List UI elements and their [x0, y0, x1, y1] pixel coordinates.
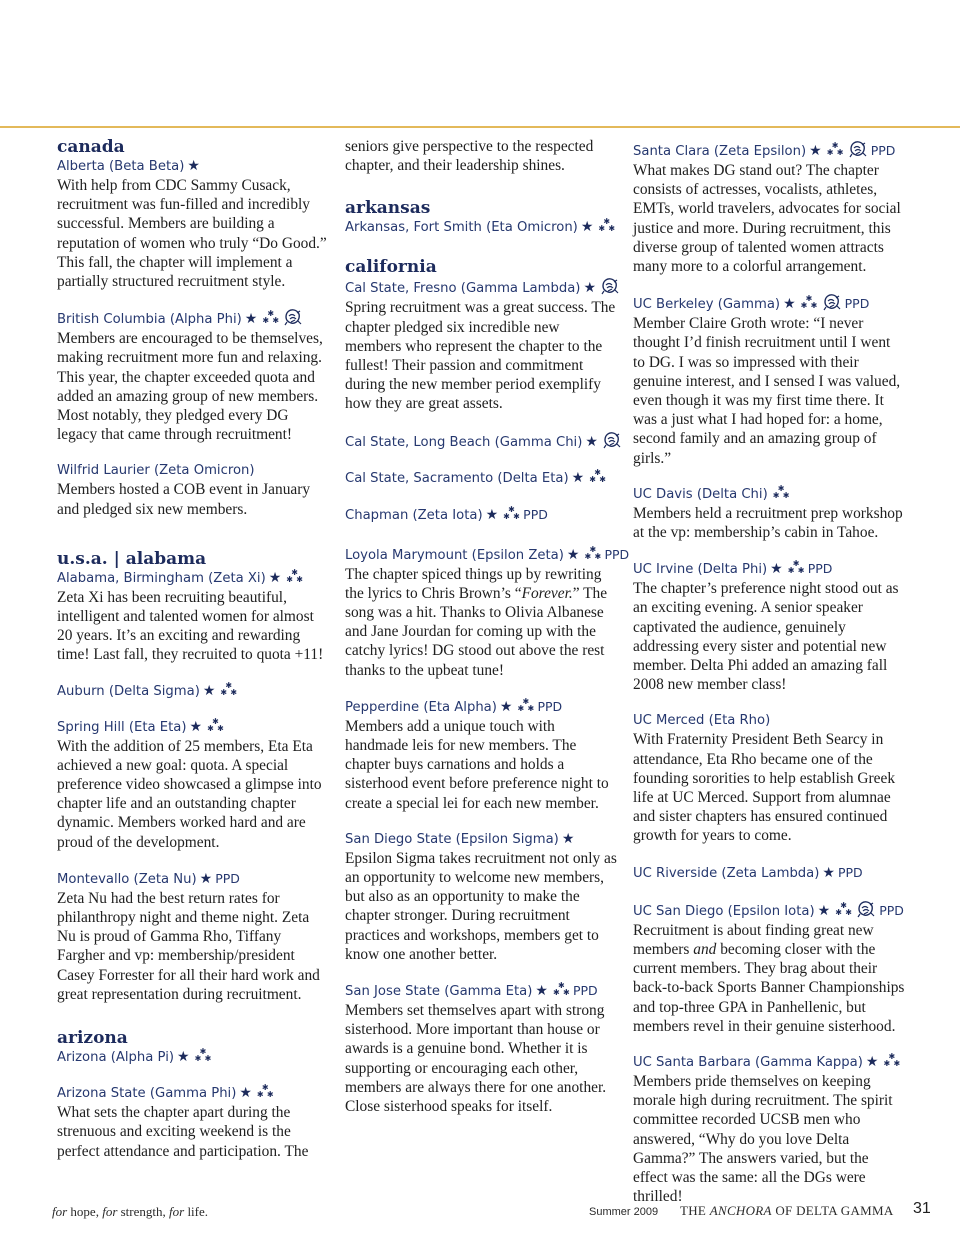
star-icon: ★	[561, 830, 575, 847]
star-icon: ★	[535, 983, 548, 1000]
chapter-arizona-state	[57, 1084, 329, 1103]
chapter-text: What makes DG stand out? The chapter consists of actresses, vocalists, athletes, EMTs, world travelers, advocates for social justice and more. During recruitment, this diverse group of talented women attracts many more to a colorful arrangement.	[633, 162, 901, 276]
chapter-san-jose-state	[345, 981, 617, 1001]
three-stars-icon: ✱ ✱ ✱	[835, 900, 852, 917]
chapter-name: Spring Hill (Eta Eta)	[57, 719, 187, 735]
three-stars-icon: ✱ ✱ ✱	[194, 1047, 212, 1064]
chapter-uc-berkeley	[633, 293, 905, 314]
ppd-badge: PPD	[879, 902, 904, 918]
chapter-text: Epsilon Sigma takes recruitment not only as an opportunity to welcome new members, but also as an opportunity to make the chapter stronger. During recruitment practices and workshops, members get to know one another better.	[345, 849, 617, 963]
three-stars-icon: ✱ ✱ ✱	[589, 467, 606, 484]
three-stars-icon: ✱ ✱ ✱	[503, 504, 520, 521]
three-stars-icon: ✱ ✱ ✱	[584, 544, 602, 561]
state-heading-canada: canada	[57, 137, 125, 157]
chapter-name: UC Irvine (Delta Phi)	[633, 562, 768, 578]
chapter-uc-riverside	[633, 863, 905, 883]
star-icon: ★	[770, 561, 783, 578]
chapter-name: Arizona State (Gamma Phi)	[57, 1086, 237, 1102]
chapter-loyola-marymount	[345, 544, 630, 565]
three-stars-icon: ✱ ✱ ✱	[286, 567, 303, 584]
star-icon: ★	[485, 506, 499, 523]
star-icon: ★	[177, 1049, 190, 1066]
three-stars-icon: ✱ ✱ ✱	[772, 483, 790, 500]
star-icon: ★	[865, 1053, 879, 1070]
chapter-text: Zeta Xi has been recruiting beautiful, intelligent and talented women for almost 20 years. It’s an exciting and rewarding time! Last fall, they recruited to quota +11!	[57, 588, 324, 664]
three-stars-icon: ✱ ✱ ✱	[256, 1083, 274, 1100]
star-icon: ★	[268, 569, 282, 586]
chapter-auburn	[57, 682, 329, 701]
chapter-arkansas-fort-smith	[345, 218, 617, 237]
chapter-name: British Columbia (Alpha Phi)	[57, 312, 242, 328]
chapter-text: Members are encouraged to be themselves, making recruitment more fun and relaxing. This year, the chapter exceeded quota and added an amazing group of new members. Most notably, they pledged every DG legacy that came through recruitment!	[57, 330, 323, 444]
ppd-badge: PPD	[537, 698, 563, 714]
chapter-name: UC Santa Barbara (Gamma Kappa)	[633, 1054, 863, 1070]
column-1	[57, 137, 329, 1161]
chapter-text: Members add a unique touch with handmade leis for new members. The chapter buys carnations and holds a sisterhood event before preference night to create a special lei for each new member.	[345, 717, 609, 812]
chapter-text: Spring recruitment was a great success. The chapter pledged six incredible new members who represent the chapter to the fullest! Their passion and commitment during the new member period exemplify how they are great assets.	[345, 299, 616, 413]
star-icon: ★	[583, 280, 597, 297]
chapter-name: Loyola Marymount (Epsilon Zeta)	[345, 547, 564, 563]
three-stars-icon: ✱ ✱ ✱	[883, 1051, 901, 1068]
ppd-badge: PPD	[604, 546, 630, 562]
chapter-alabama-birmingham	[57, 569, 329, 588]
chapter-santa-clara	[633, 140, 905, 161]
footer-issue: Summer 2009	[589, 1206, 659, 1218]
ppd-badge: PPD	[844, 296, 870, 312]
footer-motto: for hope, for strength, for life.	[52, 1204, 209, 1219]
chapter-name: Chapman (Zeta Iota)	[345, 507, 483, 523]
continued-text: seniors give perspective to the respected chapter, and their leadership shines.	[345, 138, 594, 175]
chapter-name: Cal State, Sacramento (Delta Eta)	[345, 470, 569, 486]
hands-icon	[602, 431, 622, 449]
star-icon: ★	[244, 311, 258, 328]
chapter-text: What sets the chapter apart during the strenuous and exciting weekend is the perfect attendance and participation. The	[57, 1104, 309, 1160]
column-3	[633, 137, 905, 1206]
three-stars-icon: ✱ ✱ ✱	[800, 294, 818, 311]
chapter-text: Zeta Nu had the best return rates for philanthropy night and theme night. Zeta Nu is proud of Gamma Rho, Tiffany Fargher and vp: membership/president Casey Forrester for all their hard work and great representation during recruitment.	[57, 889, 320, 1003]
star-icon: ★	[822, 864, 835, 881]
three-stars-icon: ✱ ✱ ✱	[262, 309, 280, 326]
ppd-badge: PPD	[572, 983, 598, 999]
ppd-badge: PPD	[215, 870, 240, 886]
chapter-text: Members hosted a COB event in January and pledged six new members.	[57, 481, 311, 518]
chapter-name: UC Merced (Eta Rho)	[633, 713, 771, 729]
state-heading-alabama: u.s.a. | alabama	[57, 548, 207, 569]
chapter-name: Santa Clara (Zeta Epsilon)	[633, 144, 807, 159]
three-stars-icon: ✱ ✱ ✱	[598, 217, 616, 234]
star-icon: ★	[585, 433, 598, 450]
chapter-name: Wilfrid Laurier (Zeta Omicron)	[57, 463, 255, 479]
star-icon: ★	[571, 469, 585, 486]
state-heading-california: california	[345, 257, 437, 278]
chapter-name: Auburn (Delta Sigma)	[57, 683, 200, 699]
star-icon: ★	[187, 158, 200, 174]
chapter-name: San Diego State (Epsilon Sigma)	[345, 831, 559, 847]
chapter-name: Cal State, Fresno (Gamma Lambda)	[345, 281, 581, 297]
three-stars-icon: ✱ ✱ ✱	[220, 680, 238, 697]
chapter-text: With help from CDC Sammy Cusack, recruitment was fun-filled and incredibly successful. Members are building a reputation of women who truly “Do Good.” This fall, the chapter will implement a partially structured recruitment style.	[57, 177, 327, 291]
chapter-text: Member Claire Groth wrote: “I never thought I’d finish recruitment until I went to DG. I was so impressed with their genuine interest, and I sensed I was valued, even though it was my first time there. It was a just what I had hoped for: a home, second family and an amazing group of girls.”	[633, 315, 901, 467]
three-stars-icon: ✱ ✱ ✱	[787, 559, 805, 576]
chapter-text: With the addition of 25 members, Eta Eta achieved a new goal: quota. A special preference video showcased a glimpse into chapter life and an outstanding chapter dynamic. Members worked hard and are proud of the development.	[57, 737, 322, 851]
star-icon: ★	[499, 698, 513, 715]
star-icon: ★	[202, 682, 216, 699]
star-icon: ★	[580, 219, 594, 236]
chapter-cal-state-long-beach	[345, 431, 617, 452]
ppd-badge: PPD	[523, 506, 548, 522]
chapter-arizona	[57, 1048, 329, 1067]
chapter-cal-state-sacramento	[345, 469, 617, 488]
column-2	[345, 137, 630, 1116]
chapter-uc-santa-barbara	[633, 1053, 905, 1072]
star-icon: ★	[189, 718, 203, 735]
chapter-name: UC Berkeley (Gamma)	[633, 297, 781, 313]
star-icon: ★	[239, 1085, 252, 1102]
state-heading-arizona: arizona	[57, 1028, 128, 1049]
chapter-name: Alabama, Birmingham (Zeta Xi)	[57, 570, 266, 586]
hands-icon	[856, 900, 876, 918]
chapter-name: Arizona (Alpha Pi)	[57, 1050, 175, 1066]
state-heading-arkansas: arkansas	[345, 198, 431, 219]
chapter-wilfrid-laurier	[57, 461, 329, 480]
three-stars-icon: ✱ ✱ ✱	[552, 981, 570, 998]
hands-icon	[283, 308, 303, 326]
chapter-name: San Jose State (Gamma Eta)	[345, 984, 533, 1000]
chapter-uc-davis	[633, 485, 905, 504]
star-icon: ★	[566, 546, 580, 563]
chapter-text: The chapter spiced things up by rewriting the lyrics to Chris Brown’s “Forever.” The song was a hit. Thanks to Olivia Albanese and Jane Jourdan for coming up with the catchy lyrics! DG stood out above the rest thanks to the upbeat tune!	[345, 565, 608, 679]
chapter-text: The chapter’s preference night stood out as an exciting evening. A senior speaker captivated the audience, genuinely addressing every sister and potential new member. Delta Phi added an amazing fall 2008 new member class!	[633, 580, 899, 694]
chapter-text: With Fraternity President Beth Searcy in attendance, Eta Rho became one of the founding sororities to help establish Greek life at UC Merced. Support from alumnae and sister chapters has ensured continued growth for years to come.	[633, 731, 896, 845]
ppd-badge: PPD	[807, 561, 833, 577]
page-footer	[0, 1200, 960, 1230]
three-stars-icon: ✱ ✱ ✱	[207, 716, 224, 733]
chapter-uc-merced	[633, 711, 905, 730]
star-icon: ★	[809, 143, 822, 159]
star-icon: ★	[199, 870, 213, 887]
chapter-british-columbia	[57, 308, 329, 329]
chapter-name: Cal State, Long Beach (Gamma Chi)	[345, 434, 583, 450]
star-icon: ★	[817, 902, 831, 919]
hands-icon	[822, 293, 842, 311]
ppd-badge: PPD	[870, 143, 896, 158]
star-icon: ★	[783, 296, 796, 313]
chapter-name: UC San Diego (Epsilon Iota)	[633, 903, 815, 919]
chapter-spring-hill	[57, 718, 329, 737]
hands-icon	[600, 277, 620, 295]
top-rule	[0, 126, 960, 128]
chapter-name: Alberta (Beta Beta)	[57, 159, 185, 174]
chapter-chapman	[345, 505, 617, 525]
chapter-montevallo	[57, 869, 329, 889]
ppd-badge: PPD	[837, 864, 863, 880]
chapter-name: Montevallo (Zeta Nu)	[57, 871, 197, 887]
chapter-cal-state-fresno	[345, 277, 617, 298]
chapter-name: Pepperdine (Eta Alpha)	[345, 699, 497, 715]
chapter-uc-irvine	[633, 559, 905, 579]
three-stars-icon: ✱ ✱ ✱	[517, 696, 535, 713]
chapter-text: Members held a recruitment prep workshop at the vp: membership’s cabin in Tahoe.	[633, 504, 903, 542]
footer-magazine-title: THE ANCHORA OF DELTA GAMMA	[680, 1203, 894, 1218]
chapter-name: UC Riverside (Zeta Lambda)	[633, 865, 820, 881]
page-number: 31	[913, 1200, 931, 1217]
chapter-name: Arkansas, Fort Smith (Eta Omicron)	[345, 220, 578, 236]
chapter-name: UC Davis (Delta Chi)	[633, 486, 768, 502]
chapter-uc-san-diego	[633, 900, 905, 921]
three-stars-icon: ✱ ✱ ✱	[826, 141, 844, 157]
hands-icon	[848, 140, 868, 158]
chapter-pepperdine	[345, 697, 617, 717]
chapter-text: Members pride themselves on keeping morale high during recruitment. The spirit committee recorded UCSB men who answered, “Why do you love Delta Gamma?” The answers varied, but the effect was the same: all the DGs were thrilled!	[633, 1072, 893, 1206]
chapter-san-diego-state	[345, 830, 617, 849]
chapter-text: Members set themselves apart with strong sisterhood. More important than house or awards is a genuine bond. Whether it is supporting or encouraging each other, members are always there for one another. Close sisterhood speaks for itself.	[345, 1002, 607, 1116]
chapter-text: Recruitment is about finding great new members and becoming closer with the current members. They brag about their back-to-back Sports Banner Championships and top-three GPA in Panhellenic, but members revel in their genuine sisterhood.	[633, 921, 905, 1035]
chapter-alberta	[57, 157, 329, 176]
